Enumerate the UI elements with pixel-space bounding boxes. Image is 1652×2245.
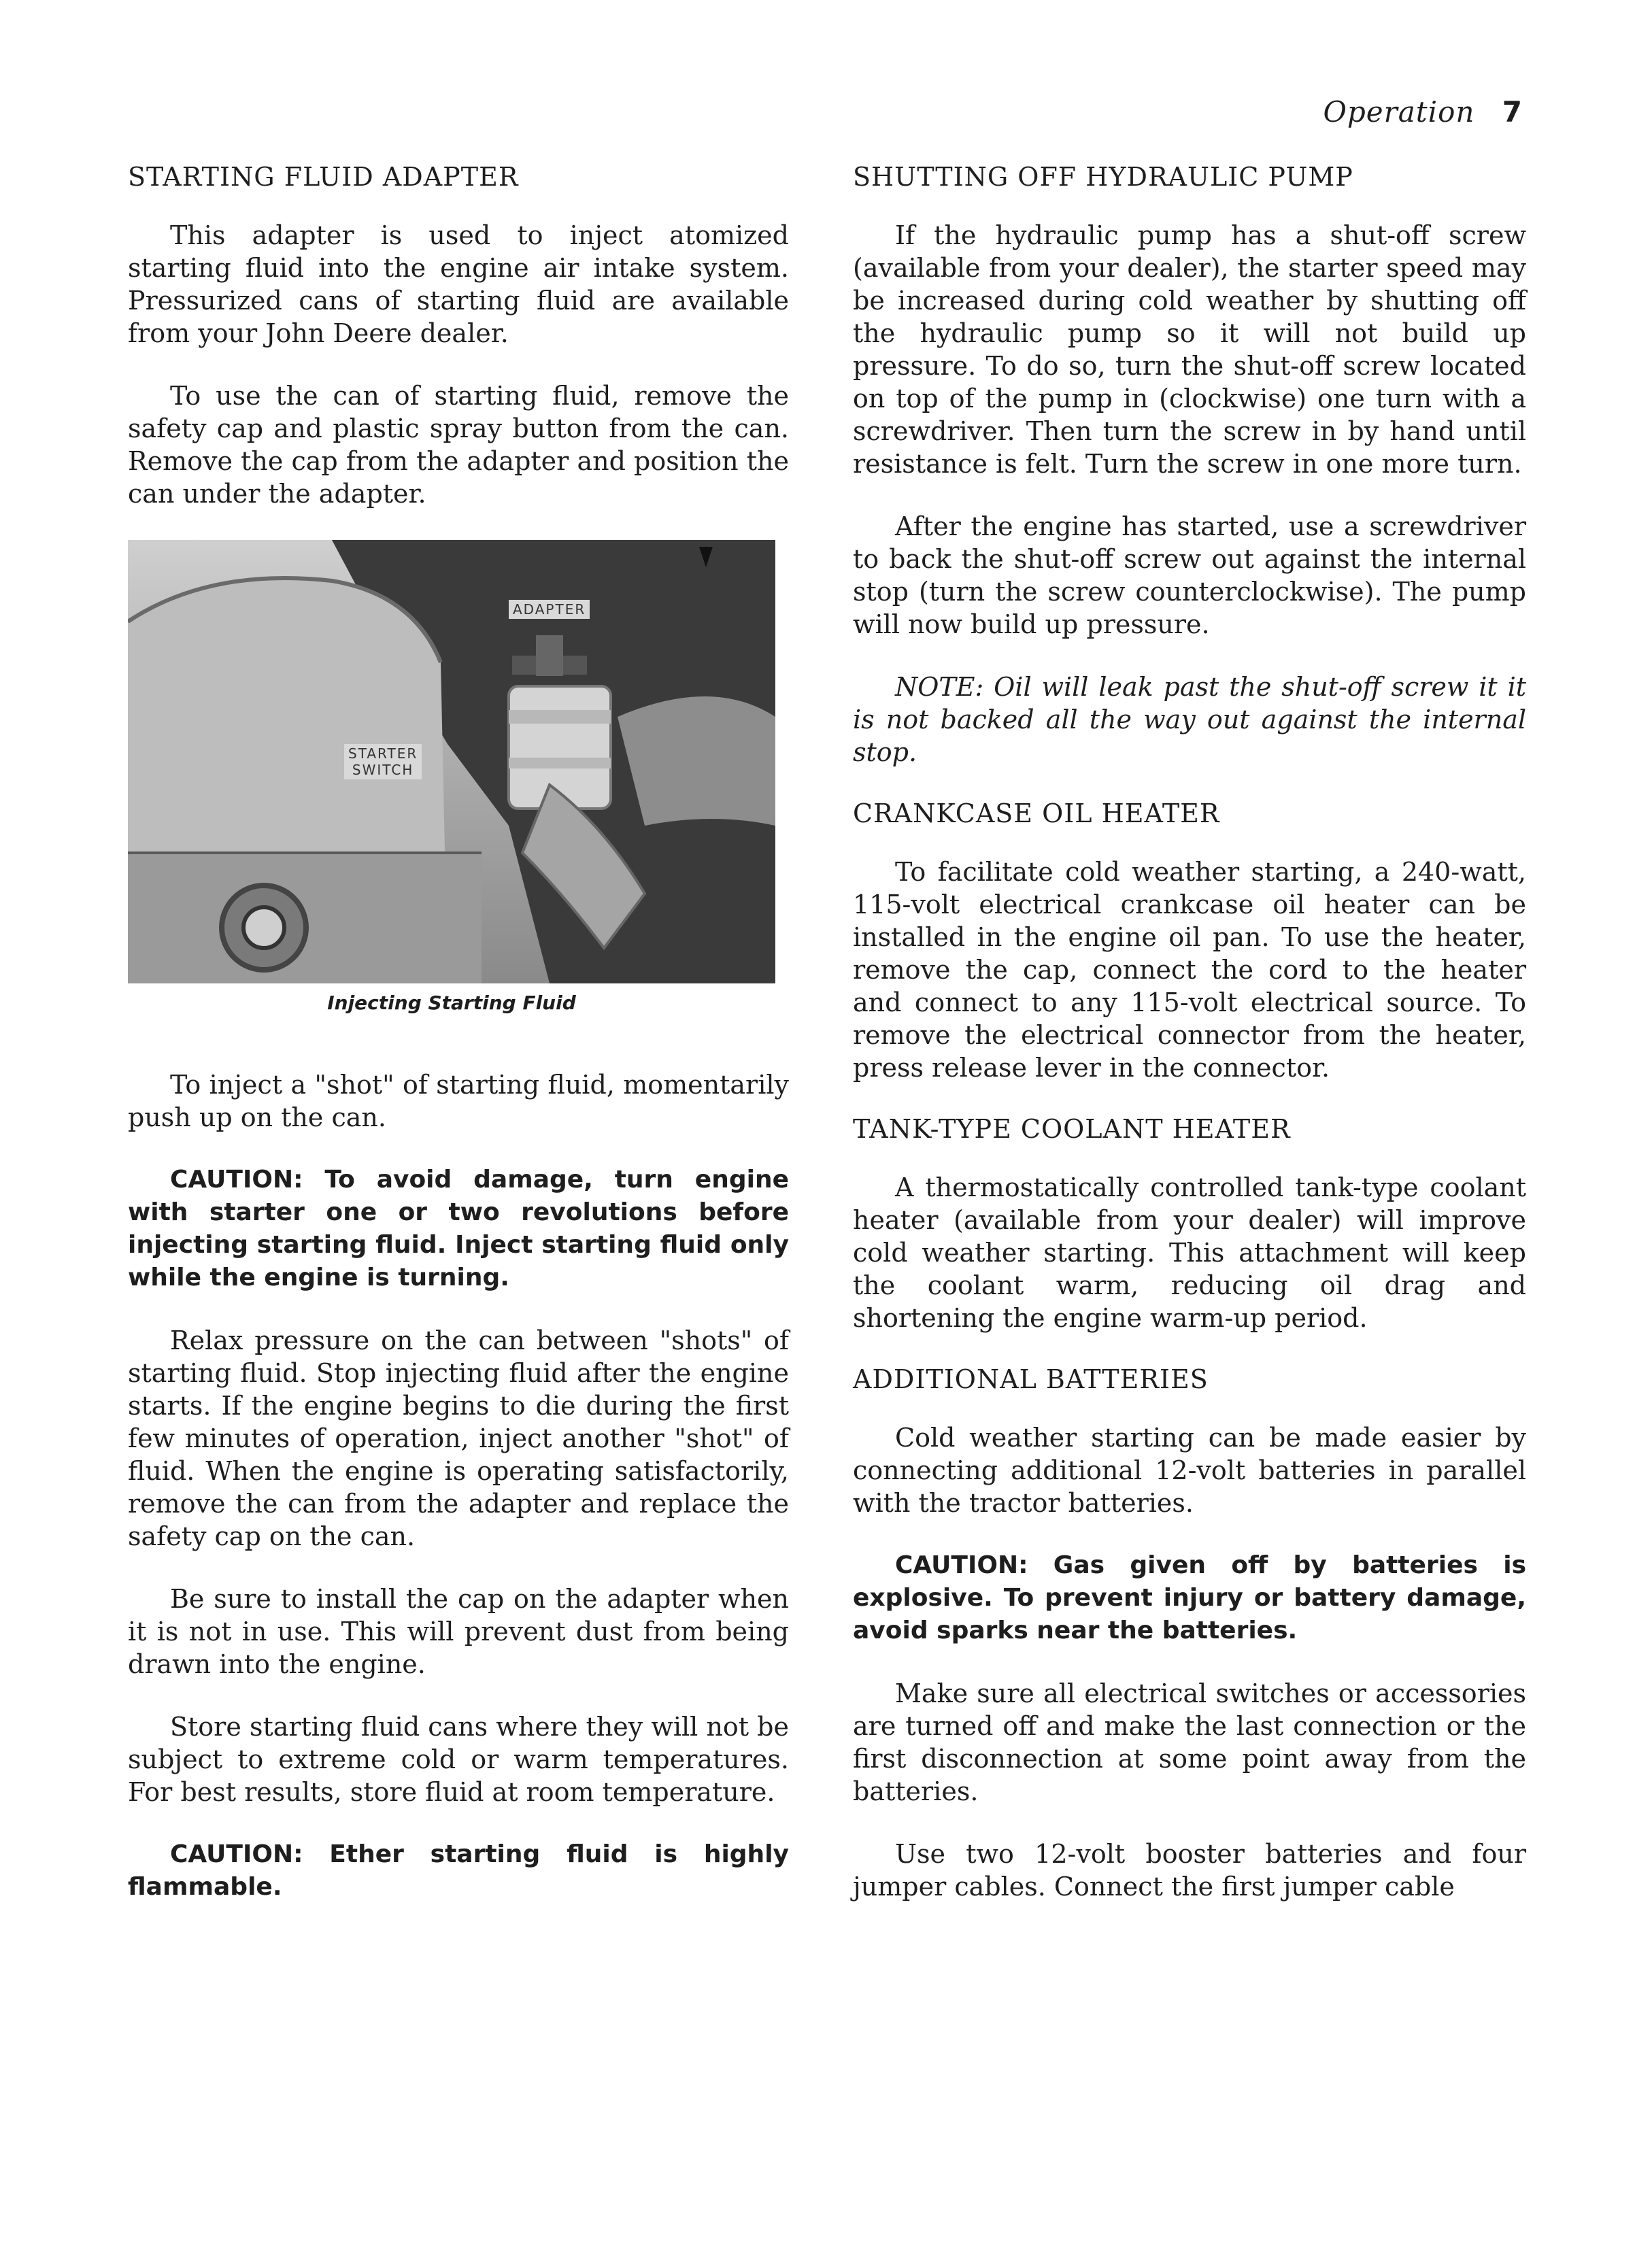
figure-caption: Injecting Starting Fluid [327, 992, 576, 1014]
paragraph: If the hydraulic pump has a shut-off screw (available from your dealer), the starter speed may be increased during cold weather by shutting off the hydraulic pump so it will not build up pressure. To do so, turn the shut-off screw located on top of the pump in (clockwise) one turn with a screwdriver. Then turn the screw in by hand until resistance is felt. Turn the screw in one more turn. [853, 220, 1526, 479]
label-adapter: ADAPTER [509, 600, 590, 619]
page-number: 7 [1502, 95, 1523, 129]
paragraph: A thermostatically controlled tank-type coolant heater (available from your dealer) will improve cold weather starting. This attachment will keep the coolant warm, reducing oil drag and shortening the engine warm-up period. [853, 1172, 1526, 1333]
heading-crankcase-oil-heater: CRANKCASE OIL HEATER [853, 798, 1220, 828]
paragraph: Make sure all electrical switches or accessories are turned off and make the last connection or the first disconnection at some point away from the batteries. [853, 1678, 1526, 1806]
label-starter-switch [344, 744, 422, 779]
paragraph: Be sure to install the cap on the adapter when it is not in use. This will prevent dust from being drawn into the engine. [128, 1584, 789, 1679]
label-starter-line1: STARTER [348, 745, 418, 762]
caution-turn-engine: CAUTION: To avoid damage, turn engine with starter one or two revolutions before injecting starting fluid. Inject starting fluid only while the engine is turning. [128, 1166, 789, 1292]
heading-additional-batteries: ADDITIONAL BATTERIES [853, 1364, 1209, 1394]
paragraph: After the engine has started, use a screwdriver to back the shut-off screw out against the internal stop (turn the screw counterclockwise). The pump will now build up pressure. [853, 511, 1526, 639]
left-column [128, 162, 789, 1934]
heading-shutting-off-hydraulic-pump: SHUTTING OFF HYDRAULIC PUMP [853, 162, 1353, 192]
note-oil-leak: NOTE: Oil will leak past the shut-off screw it it is not backed all the way out against the internal stop. [853, 672, 1526, 767]
paragraph: To use the can of starting fluid, remove the safety cap and plastic spray button from the can. Remove the cap from the adapter and position the can under the adapter. [128, 381, 789, 509]
photo-injecting-starting-fluid [128, 540, 775, 983]
paragraph: Cold weather starting can be made easier by connecting additional 12-volt batteries in parallel with the tractor batteries. [853, 1423, 1526, 1518]
caution-ether-flammable: CAUTION: Ether starting fluid is highly flammable. [128, 1840, 789, 1901]
paragraph: Relax pressure on the can between "shots" of starting fluid. Stop injecting fluid after the engine starts. If the engine begins to die during the first few minutes of operation, inject another "shot" of fluid. When the engine is operating satisfactorily, remove the can from the adapter and replace the safety cap on the can. [128, 1326, 789, 1551]
engine-photo-illustration [128, 540, 775, 983]
paragraph: This adapter is used to inject atomized starting fluid into the engine air intake system. Pressurized cans of starting fluid are available from your John Deere dealer. [128, 220, 789, 348]
right-column [853, 162, 1526, 1933]
caution-battery-gas: CAUTION: Gas given off by batteries is explosive. To prevent injury or battery damage, avoid sparks near the batteries. [853, 1551, 1526, 1644]
paragraph: To inject a "shot" of starting fluid, momentarily push up on the can. [128, 1070, 789, 1132]
heading-starting-fluid-adapter: STARTING FLUID ADAPTER [128, 162, 519, 192]
section-title: Operation [1323, 95, 1475, 129]
paragraph: To facilitate cold weather starting, a 240-watt, 115-volt electrical crankcase oil heater can be installed in the engine oil pan. To use the heater, remove the cap, connect the cord to the heater and connect to any 115-volt electrical source. To remove the electrical connector from the heater, press release lever in the connector. [853, 857, 1526, 1083]
paragraph: Use two 12-volt booster batteries and four jumper cables. Connect the first jumper cable [853, 1839, 1526, 1902]
running-head [1323, 95, 1523, 129]
heading-tank-type-coolant-heater: TANK-TYPE COOLANT HEATER [853, 1114, 1291, 1144]
paragraph: Store starting fluid cans where they will not be subject to extreme cold or warm temperatures. For best results, store fluid at room temperature. [128, 1712, 789, 1807]
label-starter-line2: SWITCH [352, 762, 414, 778]
